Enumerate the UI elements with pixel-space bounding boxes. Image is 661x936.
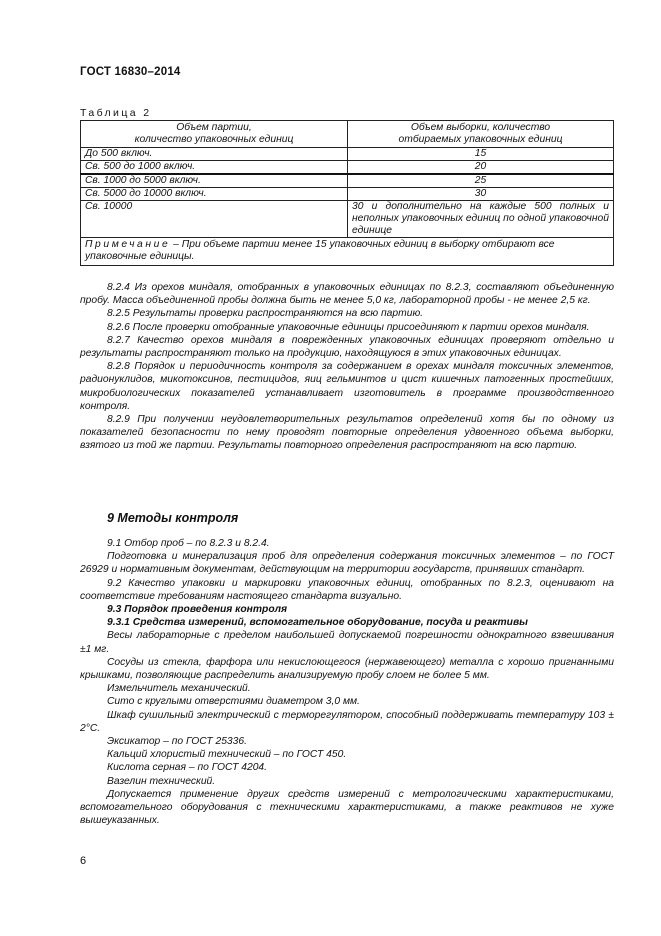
table-header-row: [81, 121, 614, 148]
paragraph-8-2-9: 8.2.9 При получении неудовлетворительных результатов определений хотя бы по одному из показателей безопасности по нему проводят повторные определения удвоенного объема выборки, взятого из той же партии. Результаты повторного определения распространяют на всю партию.: [80, 414, 614, 452]
paragraph-8-2-4: 8.2.4 Из орехов миндаля, отобранных в упаковочных единицах по 8.2.3, составляют объединенную пробу. Масса объединенной пробы должна быть не менее 5,0 кг, лабораторной пробы - не менее 2,5 кг.: [80, 282, 614, 307]
item-vessels: Сосуды из стекла, фарфора или некислоющегося (нержавеющего) металла с хорошо пригнанными крышками, позволяющие распределить анализируемую пробу слоем не более 5 мм.: [80, 656, 614, 682]
subheading-9-3: 9.3 Порядок проведения контроля: [107, 604, 288, 616]
paragraph-9-1: 9.1 Отбор проб – по 8.2.3 и 8.2.4.: [107, 538, 270, 549]
item-vaseline: Вазелин технический.: [107, 775, 216, 787]
paragraph-8-2-8: 8.2.8 Порядок и периодичность контроля за содержанием в орехах миндаля токсичных элементов, радионуклидов, микотоксинов, пестицидов, яиц гельминтов и цист кишечных патогенных простейших, микробиологических показателей устанавливает изготовитель в программе производственного контроля.: [80, 361, 614, 412]
item-alternatives: Допускается применение других средств измерений с метрологическими характеристиками, вспомогательного оборудования с техническими характеристиками, а также реактивов не хуже вышеуказанных.: [80, 788, 614, 827]
col2-header-line2: отбираемых упаковочных единиц: [398, 134, 563, 145]
paragraph-9-2: 9.2 Качество упаковки и маркировки упаковочных единиц, отобранных по 8.2.3, оценивают на соответствие требованиям настоящего стандарта визуально.: [80, 577, 614, 602]
table-note: [81, 238, 614, 266]
item-calcium-chloride: Кальций хлористый технический – по ГОСТ 450.: [107, 749, 347, 761]
item-scales: Весы лабораторные с пределом наибольшей допускаемой погрешности однократного взвешивания ±1 мг.: [80, 630, 614, 655]
document-header: ГОСТ 16830–2014: [80, 66, 181, 78]
note-text: – При объеме партии менее 15 упаковочных единиц в выборку отбирают все упаковочные единицы.: [85, 239, 555, 262]
sample-size-cell: 20: [348, 161, 614, 175]
col1-header-line2: количество упаковочных единиц: [134, 134, 294, 145]
item-sieve: Сито с круглыми отверстиями диаметром 3,0 мм.: [107, 696, 360, 708]
item-drying-oven: Шкаф сушильный электрический с терморегулятором, способный поддерживать температуру 103 ± 2°C.: [80, 709, 614, 734]
sample-size-cell: 25: [348, 174, 614, 188]
section-8-2-text: [80, 281, 614, 453]
col2-header: [348, 121, 614, 148]
item-sulfuric-acid: Кислота серная – по ГОСТ 4204.: [107, 762, 268, 774]
sample-size-cell: 30: [348, 188, 614, 201]
lot-size-cell: Св. 1000 до 5000 включ.: [81, 174, 348, 188]
table-note-row: [81, 238, 614, 266]
col1-header-line1: Объем партии,: [176, 122, 252, 133]
table-row: [81, 188, 614, 201]
paragraph-8-2-6: 8.2.6 После проверки отобранные упаковочные единицы присоединяют к партии орехов миндаля.: [107, 321, 590, 333]
table-row: [81, 174, 614, 188]
col1-header: [81, 121, 348, 148]
item-grinder: Измельчитель механический.: [107, 683, 251, 695]
sample-size-cell: 15: [348, 148, 614, 161]
sample-size-table: [80, 120, 614, 266]
lot-size-cell: До 500 включ.: [81, 148, 348, 161]
paragraph-mineralization: Подготовка и минерализация проб для определения содержания токсичных элементов – по ГОСТ 26929 и нормативным документам, действующим на территории государств, принявших стандарт.: [80, 551, 614, 576]
page-number: 6: [80, 855, 87, 867]
section-9-heading: 9 Методы контроля: [107, 511, 239, 525]
section-9-text: [80, 537, 614, 827]
table-caption: Таблица 2: [80, 107, 152, 119]
lot-size-cell: Св. 5000 до 10000 включ.: [81, 188, 348, 201]
note-label: Примечание: [85, 239, 171, 250]
paragraph-8-2-5: 8.2.5 Результаты проверки распространяются на всю партию.: [107, 308, 424, 320]
lot-size-cell: Св. 500 до 1000 включ.: [81, 161, 348, 175]
table-row: [81, 148, 614, 161]
paragraph-8-2-7: 8.2.7 Качество орехов миндаля в поврежденных упаковочных единицах проверяют отдельно и результаты распространяют только на продукцию, находящуюся в этих упаковочных единицах.: [80, 334, 614, 360]
item-desiccator: Эксикатор – по ГОСТ 25336.: [107, 736, 247, 748]
sample-size-cell: 30 и дополнительно на каждые 500 полных и неполных упаковочных единиц по одной упаковочной единице: [348, 201, 614, 238]
col2-header-line1: Объем выборки, количество: [410, 122, 551, 133]
table-row: [81, 201, 614, 238]
table-row: [81, 161, 614, 175]
subheading-9-3-1: 9.3.1 Средства измерений, вспомогательное оборудование, посуда и реактивы: [107, 617, 528, 629]
lot-size-cell: Св. 10000: [81, 201, 348, 238]
